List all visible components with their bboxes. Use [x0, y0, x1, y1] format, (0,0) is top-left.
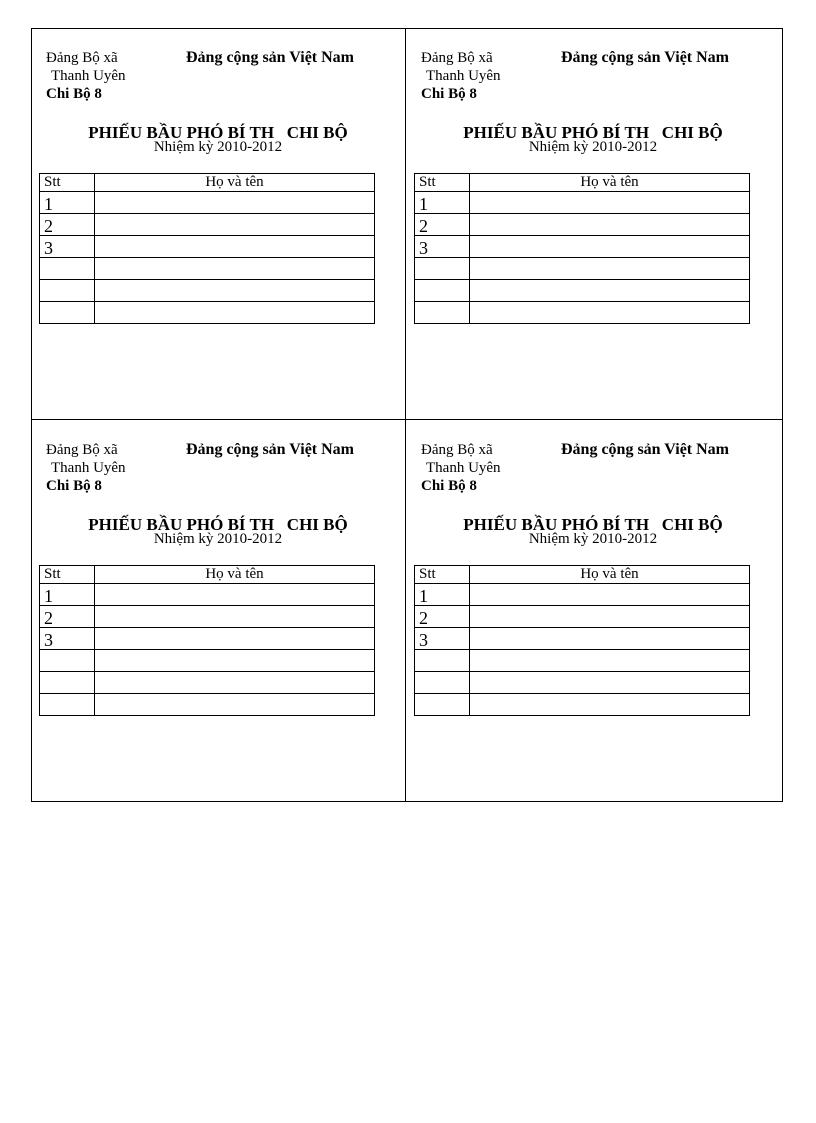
candidate-table [414, 173, 750, 324]
candidate-name-cell[interactable] [470, 192, 750, 214]
header-name: Họ và tên [470, 174, 750, 192]
org-district: Đảng Bộ xã [421, 50, 493, 66]
row-number: 1 [40, 192, 95, 214]
header-stt: Stt [40, 566, 95, 584]
candidate-name-cell[interactable] [470, 650, 750, 672]
candidate-name-cell[interactable] [470, 584, 750, 606]
row-number [40, 694, 95, 716]
candidate-name-cell[interactable] [470, 258, 750, 280]
org-commune: Thanh Uyên [426, 68, 501, 84]
row-number: 3 [415, 628, 470, 650]
ballot-card-top-right [407, 29, 781, 419]
candidate-name-cell[interactable] [470, 302, 750, 324]
header-stt: Stt [40, 174, 95, 192]
row-number [40, 280, 95, 302]
table-row [40, 214, 375, 236]
row-number: 1 [40, 584, 95, 606]
org-branch: Chi Bộ 8 [46, 478, 102, 494]
candidate-name-cell[interactable] [95, 694, 375, 716]
candidate-name-cell[interactable] [470, 606, 750, 628]
table-header-row [415, 566, 750, 584]
row-number: 2 [40, 214, 95, 236]
ballot-title: PHIẾU BẦU PHÓ BÍ TH CHI BỘ [88, 515, 348, 534]
row-number: 2 [415, 606, 470, 628]
ballot-title: PHIẾU BẦU PHÓ BÍ TH CHI BỘ [463, 123, 723, 142]
candidate-name-cell[interactable] [95, 302, 375, 324]
table-row [40, 584, 375, 606]
candidate-name-cell[interactable] [95, 584, 375, 606]
candidate-name-cell[interactable] [470, 236, 750, 258]
table-row [40, 236, 375, 258]
table-row [415, 606, 750, 628]
candidate-name-cell[interactable] [470, 628, 750, 650]
row-number [415, 280, 470, 302]
table-row [40, 650, 375, 672]
party-heading: Đảng cộng sản Việt Nam [186, 441, 355, 458]
table-row [415, 694, 750, 716]
term-subtitle: Nhiệm kỳ 2010-2012 [153, 531, 283, 547]
table-row [40, 628, 375, 650]
row-number [40, 302, 95, 324]
table-row [415, 192, 750, 214]
org-commune: Thanh Uyên [51, 460, 126, 476]
ballot-title: PHIẾU BẦU PHÓ BÍ TH CHI BỘ [88, 123, 348, 142]
row-number: 1 [415, 192, 470, 214]
org-branch: Chi Bộ 8 [46, 86, 102, 102]
candidate-name-cell[interactable] [95, 192, 375, 214]
row-number [415, 694, 470, 716]
candidate-table [39, 565, 375, 716]
org-district: Đảng Bộ xã [46, 50, 118, 66]
table-row [415, 302, 750, 324]
candidate-name-cell[interactable] [95, 650, 375, 672]
party-heading: Đảng cộng sản Việt Nam [186, 49, 355, 66]
candidate-name-cell[interactable] [470, 672, 750, 694]
org-district: Đảng Bộ xã [421, 442, 493, 458]
ballot-card-top-left [32, 29, 406, 419]
org-branch: Chi Bộ 8 [421, 478, 477, 494]
candidate-name-cell[interactable] [95, 606, 375, 628]
header-stt: Stt [415, 566, 470, 584]
row-number [415, 650, 470, 672]
header-name: Họ và tên [95, 566, 375, 584]
party-heading: Đảng cộng sản Việt Nam [561, 441, 730, 458]
row-number [40, 258, 95, 280]
term-subtitle: Nhiệm kỳ 2010-2012 [528, 139, 658, 155]
row-number [415, 672, 470, 694]
table-row [40, 694, 375, 716]
term-subtitle: Nhiệm kỳ 2010-2012 [528, 531, 658, 547]
party-heading: Đảng cộng sản Việt Nam [561, 49, 730, 66]
row-number [40, 672, 95, 694]
table-header-row [40, 566, 375, 584]
candidate-name-cell[interactable] [95, 258, 375, 280]
candidate-table [414, 565, 750, 716]
table-row [415, 584, 750, 606]
ballot-title: PHIẾU BẦU PHÓ BÍ TH CHI BỘ [463, 515, 723, 534]
table-header-row [40, 174, 375, 192]
row-number [40, 650, 95, 672]
table-header-row [415, 174, 750, 192]
row-number: 1 [415, 584, 470, 606]
table-row [415, 650, 750, 672]
header-stt: Stt [415, 174, 470, 192]
table-row [40, 302, 375, 324]
header-name: Họ và tên [95, 174, 375, 192]
org-district: Đảng Bộ xã [46, 442, 118, 458]
candidate-name-cell[interactable] [95, 628, 375, 650]
table-row [415, 628, 750, 650]
row-number [415, 258, 470, 280]
row-number: 3 [40, 236, 95, 258]
table-row [415, 236, 750, 258]
header-name: Họ và tên [470, 566, 750, 584]
table-row [40, 192, 375, 214]
row-number: 3 [40, 628, 95, 650]
table-row [415, 280, 750, 302]
table-row [40, 258, 375, 280]
table-row [415, 672, 750, 694]
candidate-name-cell[interactable] [95, 214, 375, 236]
candidate-name-cell[interactable] [470, 214, 750, 236]
table-row [40, 606, 375, 628]
ballot-card-bottom-left [32, 421, 406, 811]
horizontal-divider [31, 419, 783, 420]
candidate-name-cell[interactable] [95, 672, 375, 694]
ballot-card-bottom-right [407, 421, 781, 811]
candidate-table [39, 173, 375, 324]
org-commune: Thanh Uyên [51, 68, 126, 84]
candidate-name-cell[interactable] [95, 236, 375, 258]
candidate-name-cell[interactable] [470, 694, 750, 716]
row-number: 2 [40, 606, 95, 628]
row-number: 2 [415, 214, 470, 236]
org-branch: Chi Bộ 8 [421, 86, 477, 102]
candidate-name-cell[interactable] [95, 280, 375, 302]
table-row [40, 280, 375, 302]
table-row [415, 214, 750, 236]
term-subtitle: Nhiệm kỳ 2010-2012 [153, 139, 283, 155]
table-row [415, 258, 750, 280]
row-number: 3 [415, 236, 470, 258]
org-commune: Thanh Uyên [426, 460, 501, 476]
candidate-name-cell[interactable] [470, 280, 750, 302]
row-number [415, 302, 470, 324]
table-row [40, 672, 375, 694]
